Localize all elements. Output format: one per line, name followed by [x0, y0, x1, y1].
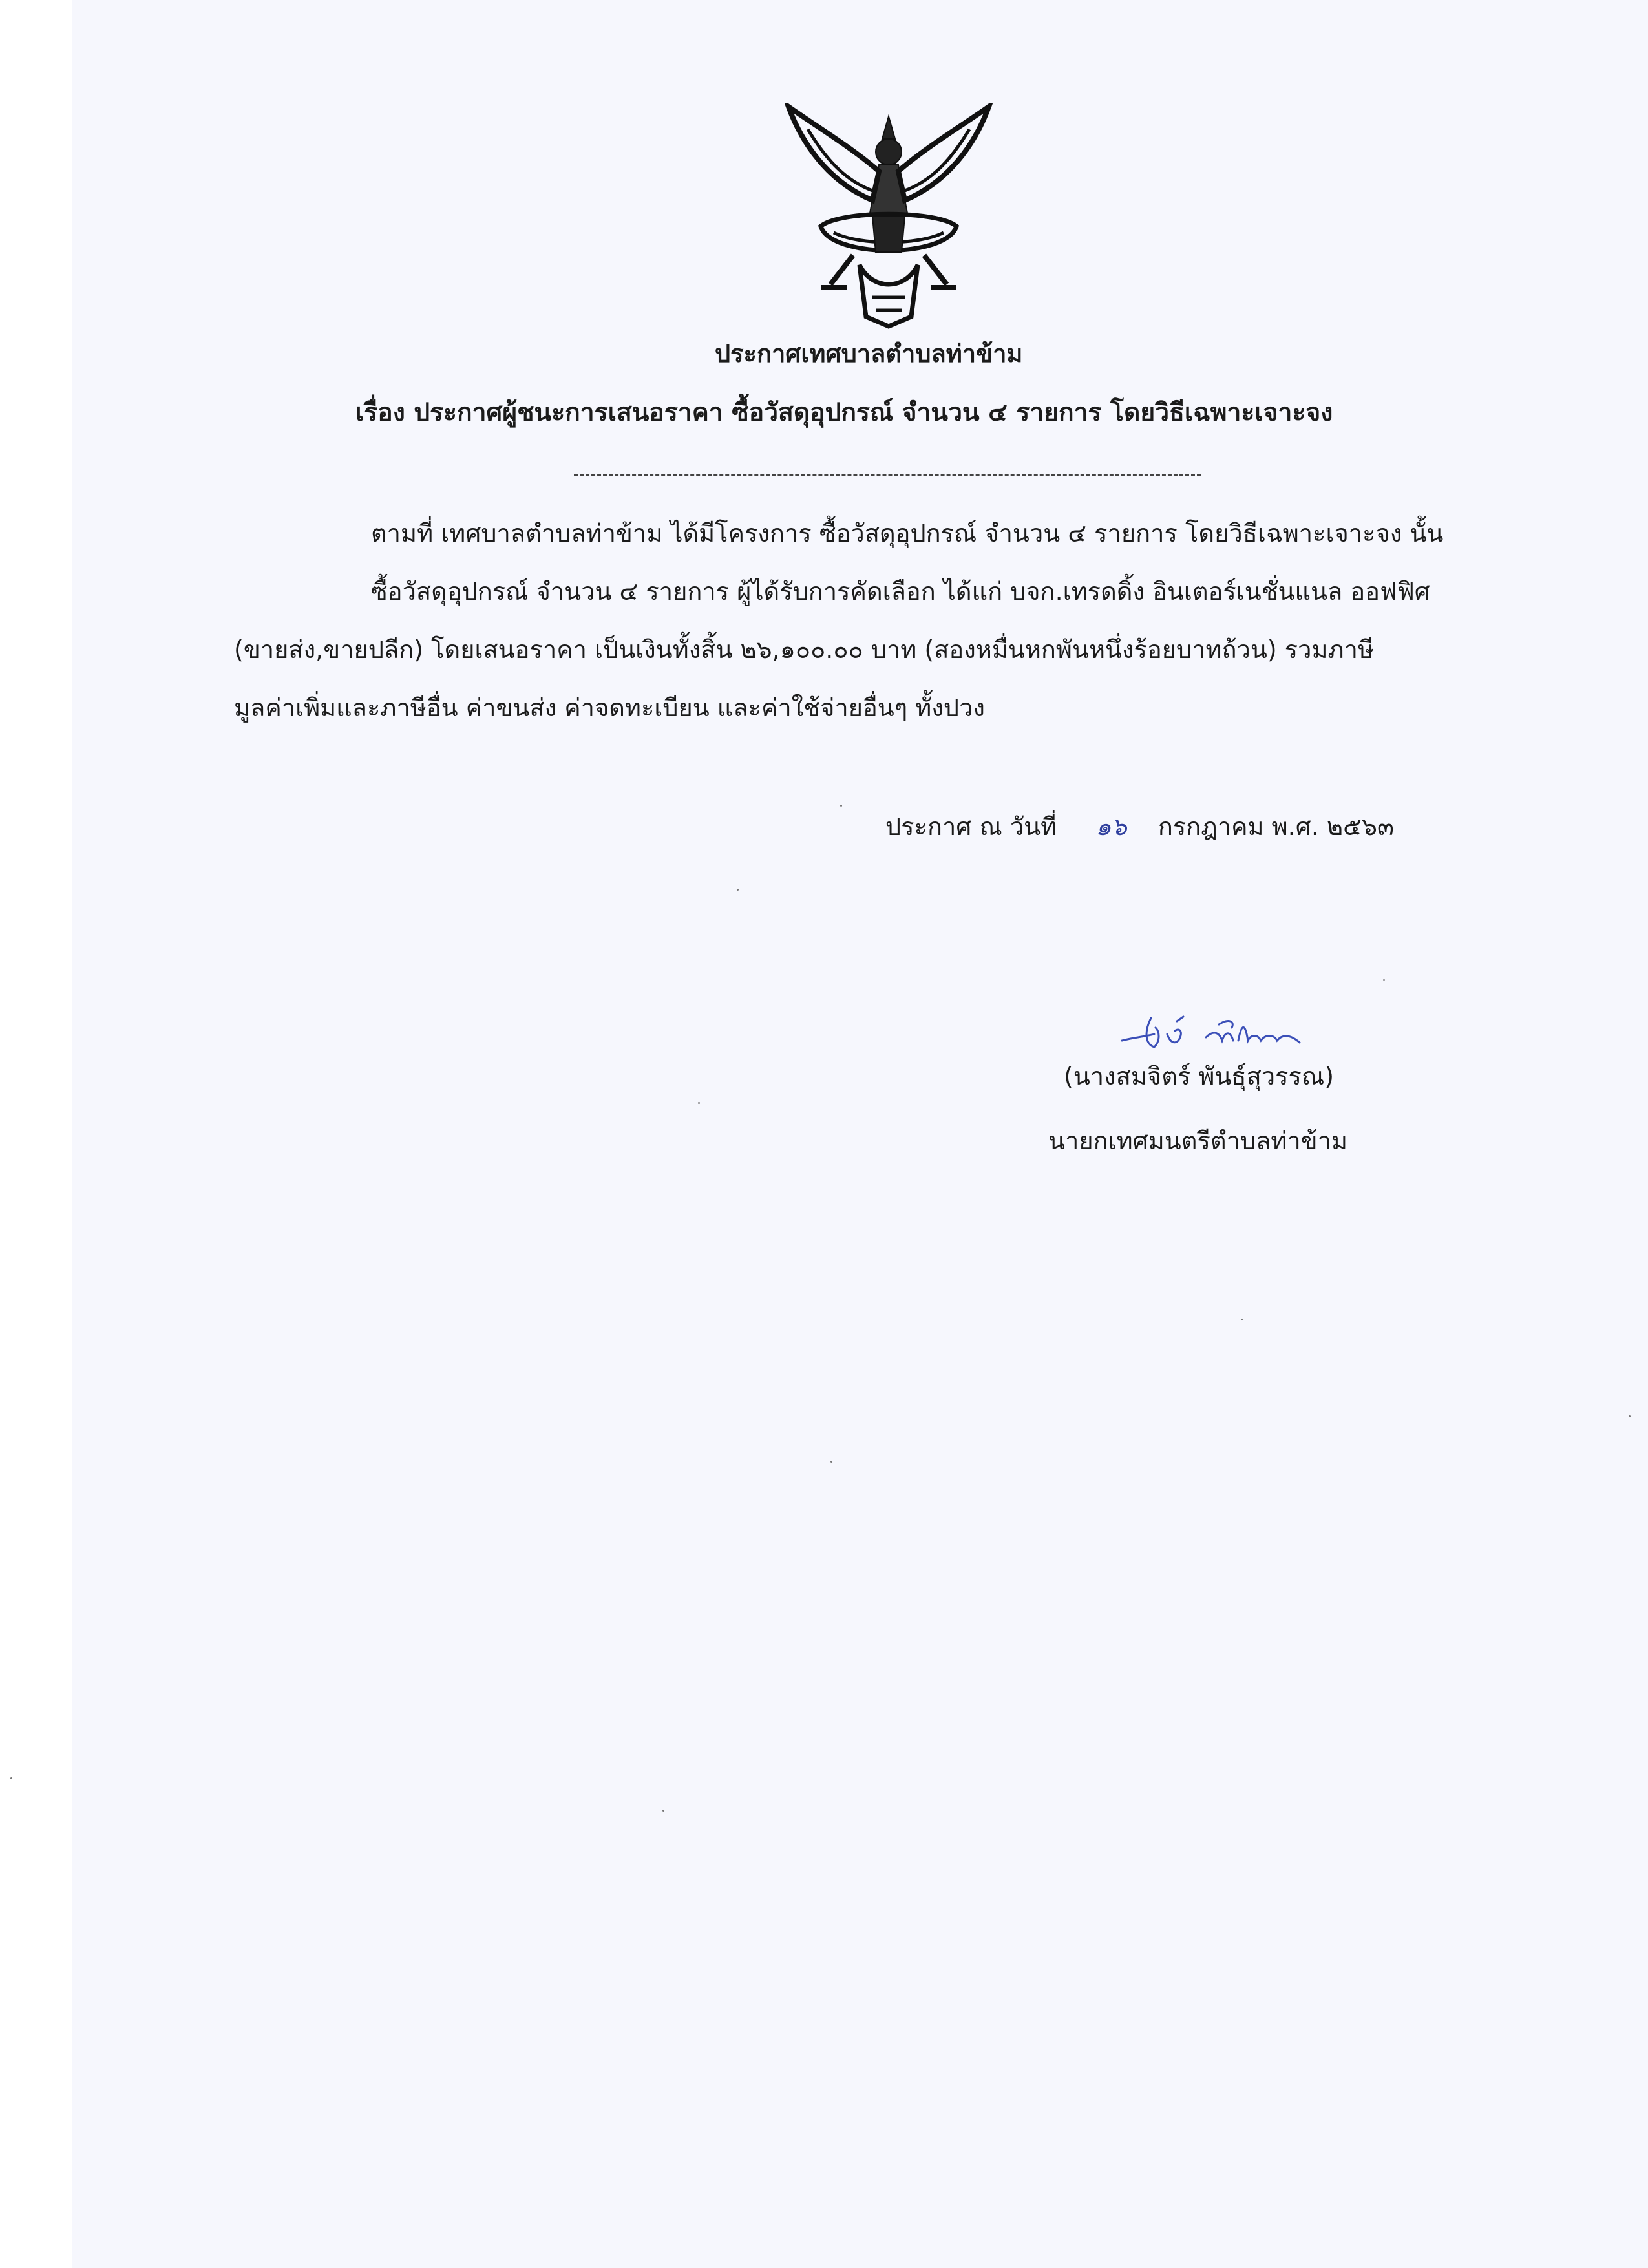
body-line-4: มูลค่าเพิ่มและภาษีอื่น ค่าขนส่ง ค่าจดทะเบียน และค่าใช้จ่ายอื่นๆ ทั้งปวง	[234, 694, 985, 722]
announcement-date	[885, 811, 1394, 843]
date-prefix: ประกาศ ณ วันที่	[885, 812, 1057, 841]
body-line-2: ซื้อวัสดุอุปกรณ์ จำนวน ๔ รายการ ผู้ได้รับการคัดเลือก ได้แก่ บจก.เทรดดิ้ง อินเตอร์เนชั่นแนล ออฟฟิศ	[371, 577, 1430, 606]
body-line-3: (ขายส่ง,ขายปลีก) โดยเสนอราคา เป็นเงินทั้งสิ้น ๒๖,๑๐๐.๐๐ บาท (สองหมื่นหกพันหนึ่งร้อยบาทถ้วน) รวมภาษี	[234, 635, 1374, 664]
separator-line	[574, 474, 1201, 476]
scan-speck	[1383, 979, 1385, 981]
date-day: ๑๖	[1095, 812, 1127, 841]
scan-speck	[840, 805, 842, 807]
garuda-emblem-icon	[782, 103, 995, 333]
scan-speck	[1629, 1415, 1631, 1417]
scan-speck	[10, 1777, 12, 1779]
date-month-year: กรกฎาคม พ.ศ. ๒๕๖๓	[1157, 812, 1394, 841]
scan-speck	[662, 1810, 664, 1812]
scan-speck	[698, 1102, 700, 1104]
announcement-title: ประกาศเทศบาลตำบลท่าข้าม	[715, 339, 1023, 368]
signer-position: นายกเทศมนตรีตำบลท่าข้าม	[1048, 1127, 1348, 1155]
scan-speck	[830, 1461, 832, 1463]
scan-margin	[0, 0, 72, 2268]
scan-speck	[1241, 1319, 1243, 1320]
announcement-subject: เรื่อง ประกาศผู้ชนะการเสนอราคา ซื้อวัสดุอุปกรณ์ จำนวน ๔ รายการ โดยวิธีเฉพาะเจาะจง	[355, 398, 1333, 427]
scan-speck	[737, 889, 739, 891]
body-line-1: ตามที่ เทศบาลตำบลท่าข้าม ได้มีโครงการ ซื้อวัสดุอุปกรณ์ จำนวน ๔ รายการ โดยวิธีเฉพาะเจาะจง นั้น	[371, 519, 1444, 547]
signer-name: (นางสมจิตร์ พันธุ์สุวรรณ)	[1064, 1062, 1335, 1090]
handwritten-signature	[1115, 1005, 1309, 1057]
